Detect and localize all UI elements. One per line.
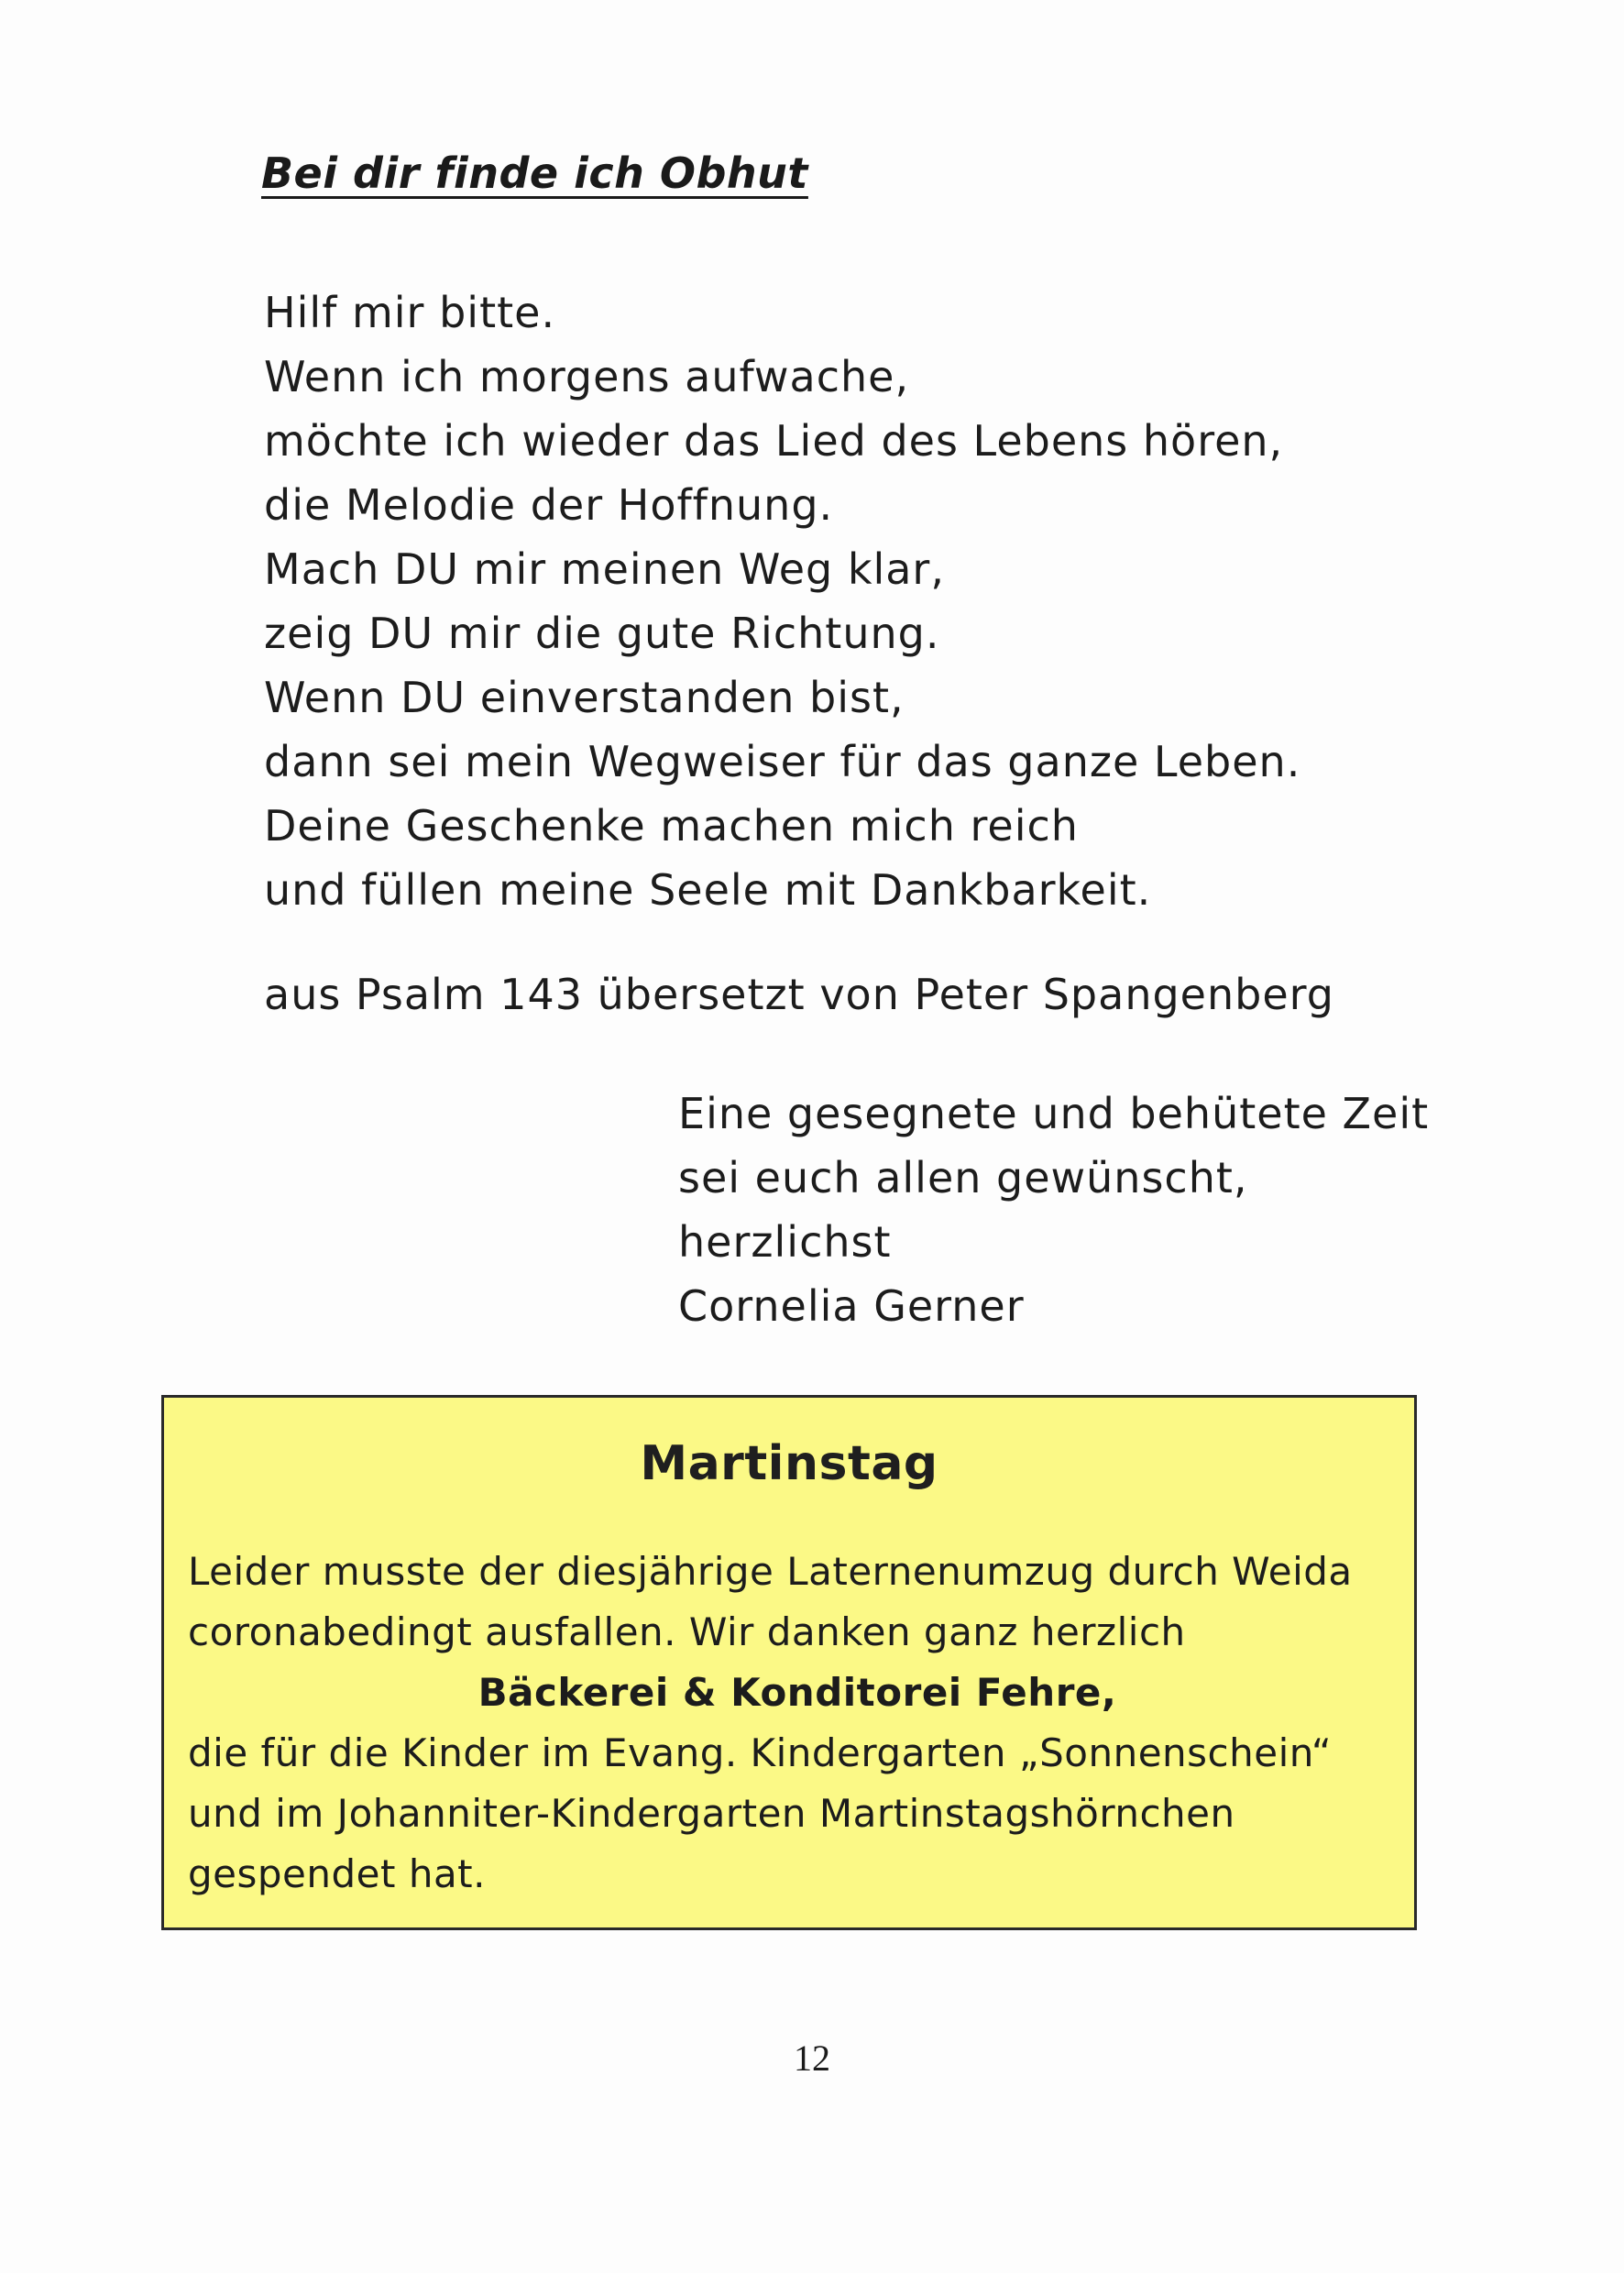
notice-line: die für die Kinder im Evang. Kindergarten „Sonnenschein“ (188, 1730, 1333, 1775)
notice-line: gespendet hat. (188, 1851, 486, 1896)
page-number: 12 (794, 2037, 830, 2079)
poem-line: Wenn ich morgens aufwache, (264, 352, 910, 401)
notice-text (188, 1542, 1407, 1905)
poem-line: Wenn DU einverstanden bist, (264, 673, 905, 722)
poem-line: die Melodie der Hoffnung. (264, 480, 834, 530)
closing-line: herzlichst (678, 1217, 892, 1267)
notice-sponsor-name: Bäckerei & Konditorei Fehre, (477, 1670, 1117, 1715)
poem-source: aus Psalm 143 übersetzt von Peter Spangenberg (264, 970, 1334, 1019)
poem-line: dann sei mein Wegweiser für das ganze Leben. (264, 737, 1301, 786)
closing-greeting (678, 1082, 1503, 1338)
poem-line: Mach DU mir meinen Weg klar, (264, 544, 945, 594)
poem-line: zeig DU mir die gute Richtung. (264, 609, 940, 658)
notice-line: und im Johanniter-Kindergarten Martinstagshörnchen (188, 1791, 1235, 1836)
notice-line: Leider musste der diesjährige Laternenumzug durch Weida (188, 1549, 1353, 1594)
poem (264, 280, 1455, 922)
article-title: Bei dir finde ich Obhut (261, 148, 808, 198)
notice-line: coronabedingt ausfallen. Wir danken ganz herzlich (188, 1609, 1186, 1654)
closing-line: Eine gesegnete und behütete Zeit (678, 1089, 1430, 1138)
poem-line: möchte ich wieder das Lied des Lebens hören, (264, 416, 1284, 466)
poem-line: Deine Geschenke machen mich reich (264, 801, 1079, 851)
martinstag-notice-box (161, 1395, 1417, 1930)
notice-title: Martinstag (640, 1436, 938, 1491)
signature-name: Cornelia Gerner (678, 1281, 1025, 1331)
poem-line: Hilf mir bitte. (264, 288, 556, 337)
poem-line: und füllen meine Seele mit Dankbarkeit. (264, 865, 1152, 915)
closing-line: sei euch allen gewünscht, (678, 1153, 1248, 1202)
